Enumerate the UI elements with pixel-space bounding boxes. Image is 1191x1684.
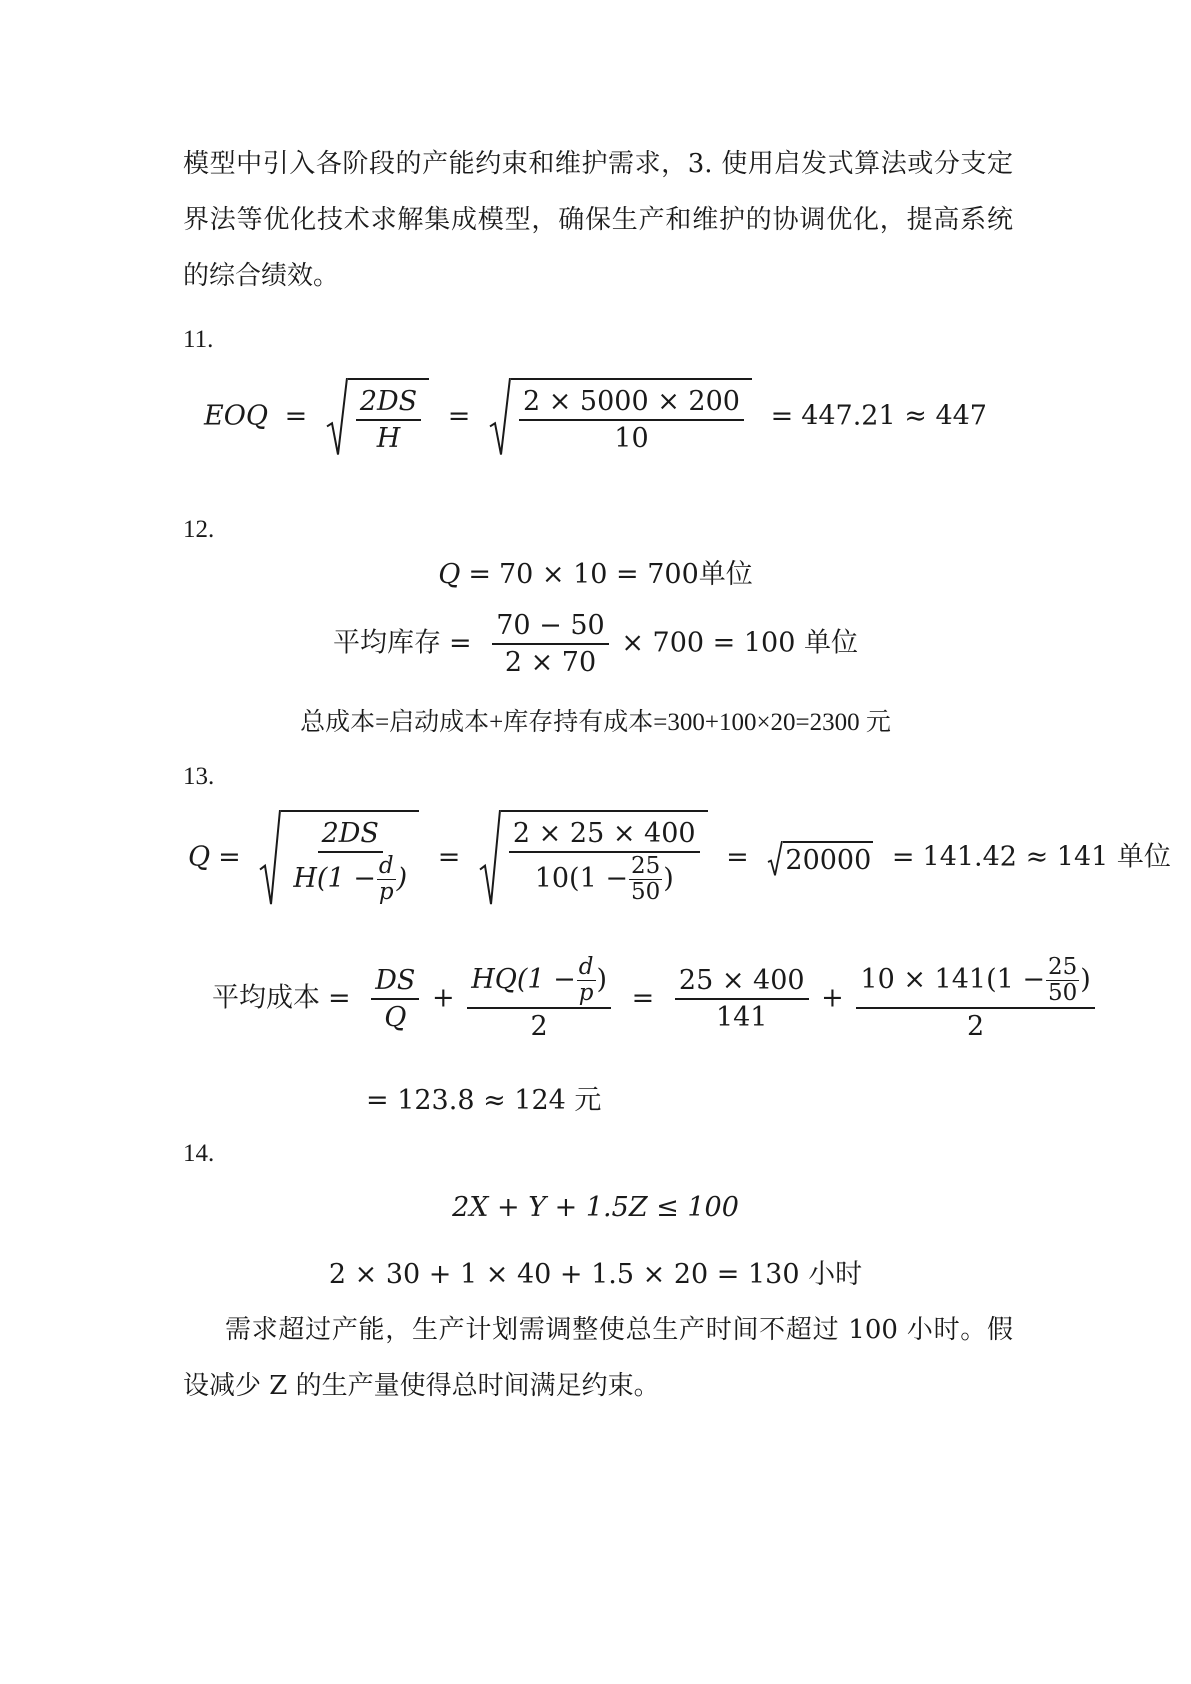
epq-sqrt-numeric: 2 × 25 × 400 10(1 − $\frac{25}{50}$ ) [479, 810, 708, 906]
question-number-11: 11. [183, 326, 214, 353]
eoq-result: 447.21 ≈ 447 [801, 400, 987, 432]
capacity-constraint: 2X + Y + 1.5Z ≤ 100 [452, 1192, 739, 1223]
average-cost-equation: 平均成本 = $\frac{DS}{Q}$ + HQ(1 − $\frac{d}{p}$ ) 2 = $\frac{25 \times 400}{141}$ + 10 × 141(1 − $\frac{25}{50}$ ) 2 [212, 956, 1012, 1042]
eoq-sqrt-numeric [489, 378, 752, 456]
epq-sqrt-value: 20000 [767, 841, 873, 876]
average-inventory-equation: 平均库存 = $\frac{70 - 50}{2 \times 70}$ × 700 = 100 单位 [333, 610, 858, 679]
question-number-13: 13. [183, 763, 215, 790]
eoq-lhs: EOQ [204, 400, 268, 432]
epq-equation: Q = 2DS H(1 − $\frac{d}{p}$ ) = 2 × 25 × 400 10(1 − $\frac{25}{50}$ ) = 20000 = 141.42 ≈ 141 单位 [188, 810, 1038, 906]
question-number-14: 14. [183, 1140, 215, 1167]
production-quantity-equation: Q = 70 × 10 = 700单位 [438, 559, 753, 590]
eoq-fraction-numeric: $\frac{2 \times 5000 \times 200}{10}$ [519, 386, 744, 454]
eoq-sqrt-symbolic [326, 378, 429, 456]
average-cost-result: = 123.8 ≈ 124 元 [366, 1085, 602, 1116]
intro-paragraph: 模型中引入各阶段的产能约束和维护需求，3. 使用启发式算法或分支定界法等优化技术求解集成模型，确保生产和维护的协调优化，提高系统的综合绩效。 [183, 149, 1013, 291]
eoq-equation: EOQ = $\frac{2DS}{H}$ = $\frac{2 \times 5000 \times 200}{10}$ = 447.21 ≈ 447 [0, 378, 1191, 456]
capacity-calculation: 2 × 30 + 1 × 40 + 1.5 × 20 = 130 小时 [328, 1259, 863, 1290]
epq-sqrt-symbolic: 2DS H(1 − $\frac{d}{p}$ ) [259, 810, 419, 906]
eoq-fraction-symbolic: $\frac{2DS}{H}$ [356, 386, 421, 454]
total-cost-line: 总成本=启动成本+库存持有成本=300+100×20=2300 元 [300, 709, 891, 736]
conclusion-paragraph: 需求超过产能，生产计划需调整使总生产时间不超过 100 小时。假设减少 Z 的生产量使得总时间满足约束。 [183, 1315, 1013, 1401]
average-inventory-fraction: $\frac{70 - 50}{2 \times 70}$ [492, 610, 609, 678]
question-number-12: 12. [183, 516, 215, 543]
